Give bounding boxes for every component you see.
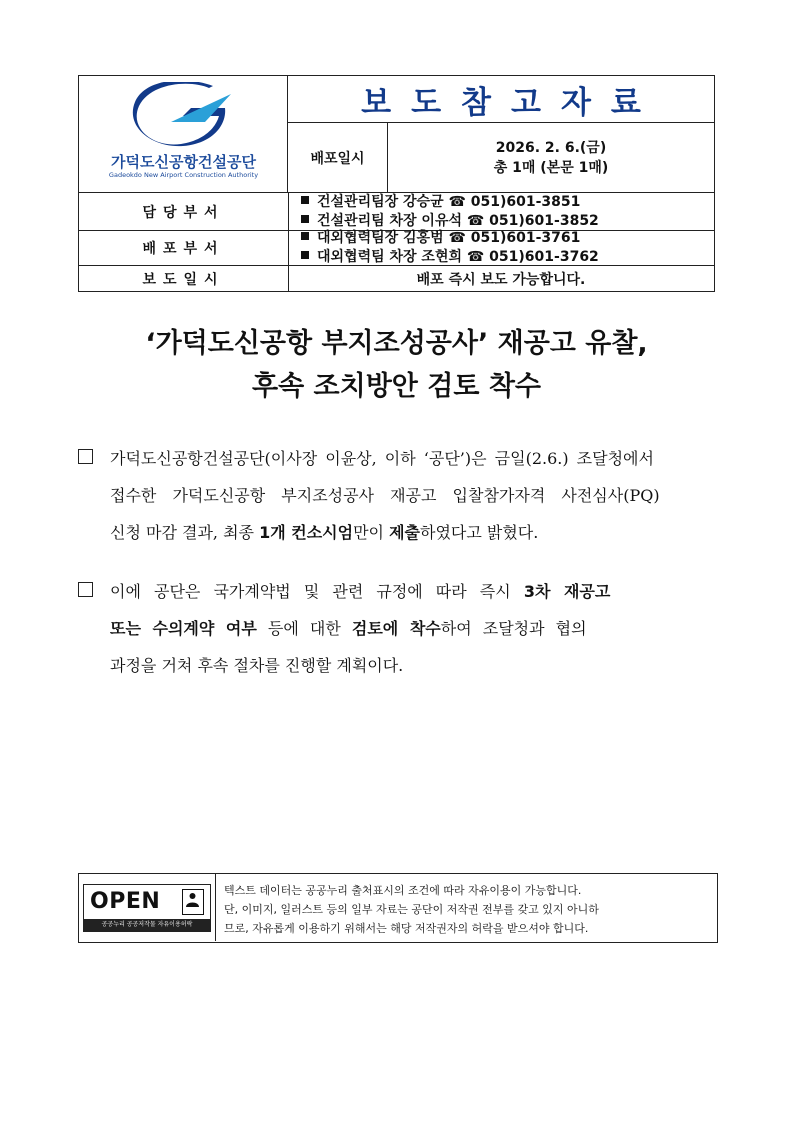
logo-cell [79, 76, 288, 193]
bullet-icon [301, 196, 309, 204]
text-run: 하여 조달청과 협의 [440, 619, 587, 638]
paragraph-1-line-3 [110, 514, 538, 551]
contact-dept-label: 담당부서 [142, 204, 225, 221]
contact-line: 건설관리팀 차장 이유석 ☎ 051)601-3852 [317, 213, 599, 229]
paragraph-2-line-1 [110, 573, 610, 610]
paragraph-2-line-2 [110, 610, 587, 647]
text-run: 하였다고 밝혔다. [419, 523, 539, 542]
headline-line-2: 후속 조치방안 검토 착수 [251, 371, 542, 402]
contact-line: 건설관리팀장 강승균 ☎ 051)601-3851 [317, 194, 581, 210]
org-name-kor: 가덕도신공항건설공단 [111, 153, 256, 171]
kogl-sub-label: 공공누리 공공저작물 자유이용허락 [84, 919, 210, 931]
distribution-label: 배포일시 [288, 123, 388, 193]
contact-line: 대외협력팀장 김홍범 ☎ 051)601-3761 [317, 230, 581, 246]
text-run-bold: 또는 수의계약 여부 [110, 619, 257, 638]
text-run: 이에 공단은 국가계약법 및 관련 규정에 따라 즉시 [110, 582, 524, 601]
release-label: 보도일시 [142, 271, 225, 288]
text-run-bold: 검토에 착수 [351, 619, 441, 638]
license-text [224, 881, 599, 938]
paragraph-1-line-2: 접수한 가덕도신공항 부지조성공사 재공고 입찰참가자격 사전심사(PQ) [110, 486, 660, 505]
paragraph-2-line-3: 과정을 거쳐 후속 절차를 진행할 계획이다. [110, 656, 404, 675]
license-box [78, 873, 718, 943]
release-value: 배포 즉시 보도 가능합니다. [416, 271, 586, 288]
license-line: 텍스트 데이터는 공공누리 출처표시의 조건에 따라 자유이용이 가능합니다. [224, 884, 582, 897]
text-run-bold: 1개 컨소시엄 [259, 523, 354, 542]
contact-line: 대외협력팀 차장 조현희 ☎ 051)601-3762 [317, 249, 599, 265]
kogl-open-label: OPEN [90, 889, 161, 914]
authority-logo-icon [131, 82, 237, 148]
text-run-bold: 3차 재공고 [523, 582, 611, 601]
text-run: 등에 대한 [256, 619, 352, 638]
checkbox-square-icon [78, 582, 93, 597]
distribution-value [388, 123, 714, 193]
license-line: 단, 이미지, 일러스트 등의 일부 자료는 공단이 저작권 전부를 갖고 있지 아니하 [224, 903, 599, 916]
attribution-person-icon [182, 889, 204, 915]
header-table [78, 75, 715, 292]
headline-line-1: ‘가덕도신공항 부지조성공사’ 재공고 유찰, [145, 328, 648, 359]
contact-dept-value [301, 193, 599, 231]
divider [215, 874, 216, 941]
text-run: 만이 [353, 523, 390, 542]
distribution-dept-value [301, 229, 599, 267]
bullet-icon [301, 215, 309, 223]
bullet-icon [301, 251, 309, 259]
distribution-dept-label: 배포부서 [142, 241, 225, 257]
org-name-eng: Gadeokdo New Airport Construction Authority [108, 171, 259, 179]
doc-type-cell [288, 76, 714, 123]
kogl-badge [83, 884, 211, 932]
text-run-bold: 제출 [389, 523, 420, 542]
text-run: 신청 마감 결과, 최종 [110, 523, 260, 542]
doc-type-title: 보도참고자료 [361, 84, 661, 121]
distribution-date: 2026. 2. 6.(금) [495, 140, 607, 156]
paragraph-1-line-1: 가덕도신공항건설공단(이사장 이윤상, 이하 ‘공단’)은 금일(2.6.) 조달청에서 [110, 449, 654, 468]
bullet-icon [301, 232, 309, 240]
license-line: 므로, 자유롭게 이용하기 위해서는 해당 저작권자의 허락을 받으셔야 합니다. [224, 922, 589, 935]
distribution-pages: 총 1매 (본문 1매) [493, 160, 609, 176]
checkbox-square-icon [78, 449, 93, 464]
